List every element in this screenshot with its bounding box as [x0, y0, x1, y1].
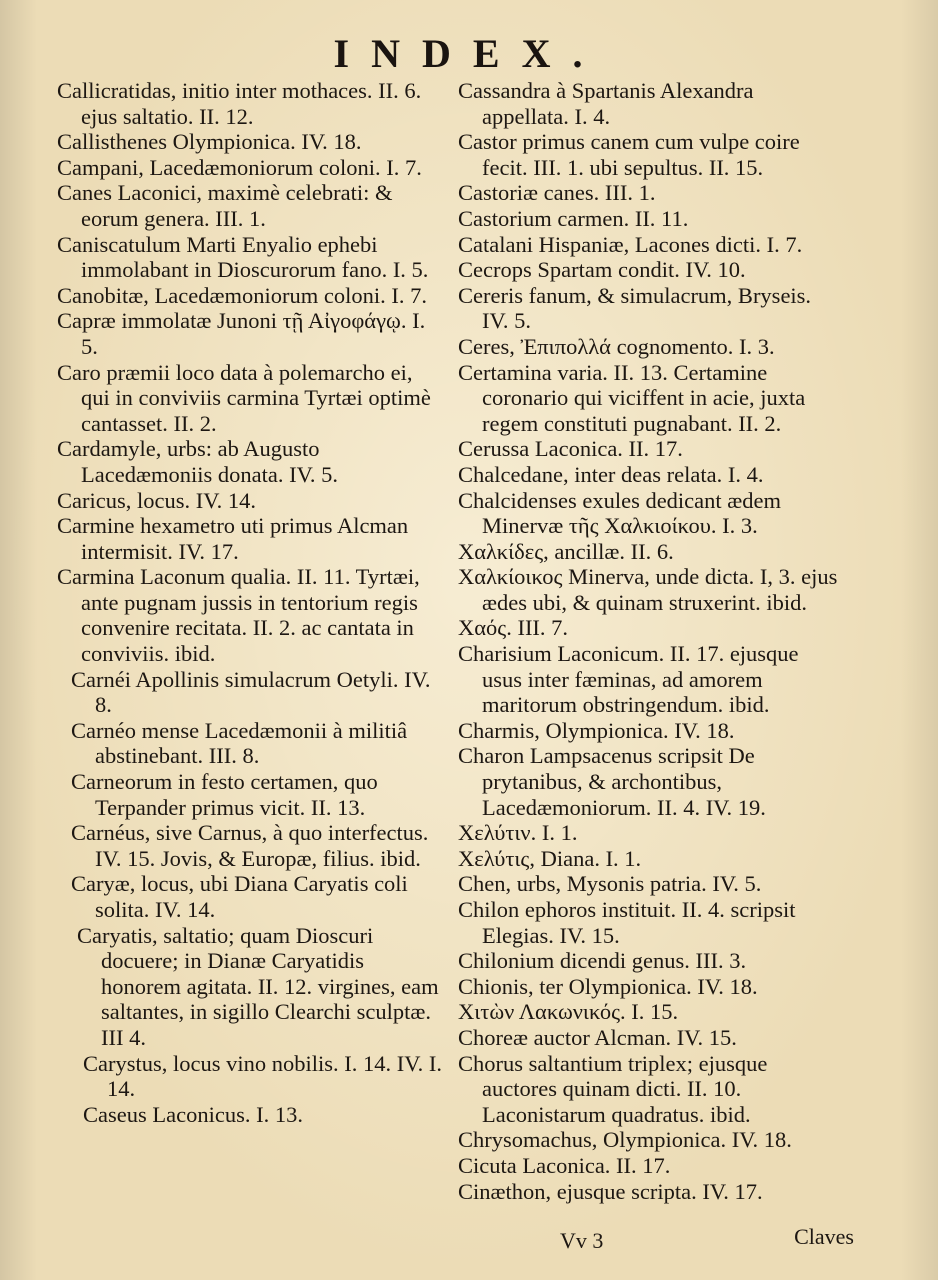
index-entry: Choreæ auctor Alcman. IV. 15. — [458, 1024, 737, 1050]
index-entry: Cerussa Laconica. II. 17. — [458, 436, 683, 462]
index-entry: Castorium carmen. II. 11. — [458, 205, 689, 231]
index-entry: Cinæthon, ejusque scripta. IV. 17. — [458, 1178, 763, 1204]
index-entry: Charisium Laconicum. II. 17. ejusque usus inter fæminas, ad amorem maritorum obstringendum. ibid. — [458, 641, 799, 718]
index-entry: Ceres, Ἐπιπολλά cognomento. I. 3. — [458, 333, 775, 359]
index-entry: Carnéo mense Lacedæmonii à militiâ abstinebant. III. 8. — [71, 717, 408, 769]
index-entry: Catalani Hispaniæ, Lacones dicti. I. 7. — [458, 231, 803, 257]
signature-mark: Vv 3 — [560, 1228, 604, 1253]
index-entry: Chalcedane, inter deas relata. I. 4. — [458, 461, 764, 487]
index-entry: Cassandra à Spartanis Alexandra appellata. I. 4. — [458, 78, 754, 129]
index-entry: Cicuta Laconica. II. 17. — [458, 1152, 671, 1178]
index-entry: Castoriæ canes. III. 1. — [458, 180, 656, 206]
index-entry: Caryatis, saltatio; quam Dioscuri docuere; in Dianæ Caryatidis honorem agitata. II. 12. virgines, eam saltantes, in sigillo Clearchi sculptæ. III 4. — [77, 922, 439, 1050]
index-entry: Χαός. III. 7. — [458, 615, 569, 641]
index-entry: Capræ immolatæ Junoni τῇ Αἰγοφάγῳ. I. 5. — [57, 308, 426, 359]
index-entry: Caniscatulum Marti Enyalio ephebi immolabant in Dioscurorum fano. I. 5. — [57, 231, 429, 283]
index-entry: Charon Lampsacenus scripsit De prytanibus, & archontibus, Lacedæmoniorum. II. 4. IV. 19. — [458, 743, 766, 820]
index-entry: Chen, urbs, Mysonis patria. IV. 5. — [458, 871, 762, 897]
index-entry: Campani, Lacedæmoniorum coloni. I. 7. — [57, 154, 422, 180]
index-entry: Χελύτις, Diana. I. 1. — [458, 845, 642, 871]
index-entry: Chalcidenses exules dedicant ædem Minervæ τῆς Χαλκιοίκου. I. 3. — [458, 487, 782, 539]
index-entry: Chilonium dicendi genus. III. 3. — [458, 948, 747, 974]
index-entry: Carnéi Apollinis simulacrum Oetyli. IV. 8. — [71, 666, 431, 718]
index-entry: Carneorum in festo certamen, quo Terpander primus vicit. II. 13. — [71, 769, 378, 820]
index-entry: Carmina Laconum qualia. II. 11. Tyrtæi, ante pugnam jussis in tentorium regis convenire recitata. II. 2. ac cantata in conviviis. ibid. — [57, 564, 420, 667]
index-column-left — [57, 78, 442, 1127]
index-entry: Χελύτιν. I. 1. — [458, 820, 578, 846]
index-entry: Castor primus canem cum vulpe coire fecit. III. 1. ubi sepultus. II. 15. — [458, 129, 800, 180]
index-entry: Callicratidas, initio inter mothaces. II. 6. ejus saltatio. II. 12. — [57, 78, 422, 129]
index-entry: Cereris fanum, & simulacrum, Bryseis. IV. 5. — [458, 282, 812, 334]
index-entry: Chionis, ter Olympionica. IV. 18. — [458, 973, 758, 999]
index-column-right — [458, 78, 843, 1204]
index-entry: Χαλκίδες, ancillæ. II. 6. — [458, 538, 674, 564]
index-entry: Chrysomachus, Olympionica. IV. 18. — [458, 1127, 792, 1153]
index-entry: Chorus saltantium triplex; ejusque auctores quinam dicti. II. 10. Laconistarum quadratus. ibid. — [458, 1050, 768, 1127]
catchword: Claves — [794, 1224, 854, 1249]
index-entry: Caro præmii loco data à polemarcho ei, qui in conviviis carmina Tyrtæi optimè cantasset. II. 2. — [57, 359, 431, 436]
index-entry: Chilon ephoros instituit. II. 4. scripsit Elegias. IV. 15. — [458, 897, 796, 948]
index-entry: Callisthenes Olympionica. IV. 18. — [57, 129, 362, 155]
index-entry: Carystus, locus vino nobilis. I. 14. IV. I. 14. — [83, 1050, 442, 1102]
index-entry: Caricus, locus. IV. 14. — [57, 487, 256, 513]
index-entry: Charmis, Olympionica. IV. 18. — [458, 717, 735, 743]
index-entry: Cecrops Spartam condit. IV. 10. — [458, 257, 746, 283]
index-entry: Certamina varia. II. 13. Certamine coronario qui viciffent in acie, juxta regem constituti pugnabant. II. 2. — [458, 359, 806, 436]
index-entry: Carnéus, sive Carnus, à quo interfectus. IV. 15. Jovis, & Europæ, filius. ibid. — [71, 820, 429, 871]
index-entry: Caseus Laconicus. I. 13. — [83, 1101, 303, 1127]
index-entry: Χιτὼν Λακωνικός. I. 15. — [458, 999, 679, 1025]
index-entry: Canes Laconici, maximè celebrati: & eorum genera. III. 1. — [57, 180, 393, 231]
index-entry: Cardamyle, urbs: ab Augusto Lacedæmoniis donata. IV. 5. — [57, 436, 339, 487]
index-entry: Carmine hexametro uti primus Alcman intermisit. IV. 17. — [57, 513, 409, 564]
index-entry: Canobitæ, Lacedæmoniorum coloni. I. 7. — [57, 282, 427, 308]
index-entry: Χαλκίοικος Minerva, unde dicta. I, 3. ejus ædes ubi, & quinam struxerint. ibid. — [458, 564, 838, 615]
index-entry: Caryæ, locus, ubi Diana Caryatis coli solita. IV. 14. — [71, 871, 408, 922]
page-title: INDEX. — [333, 31, 605, 76]
